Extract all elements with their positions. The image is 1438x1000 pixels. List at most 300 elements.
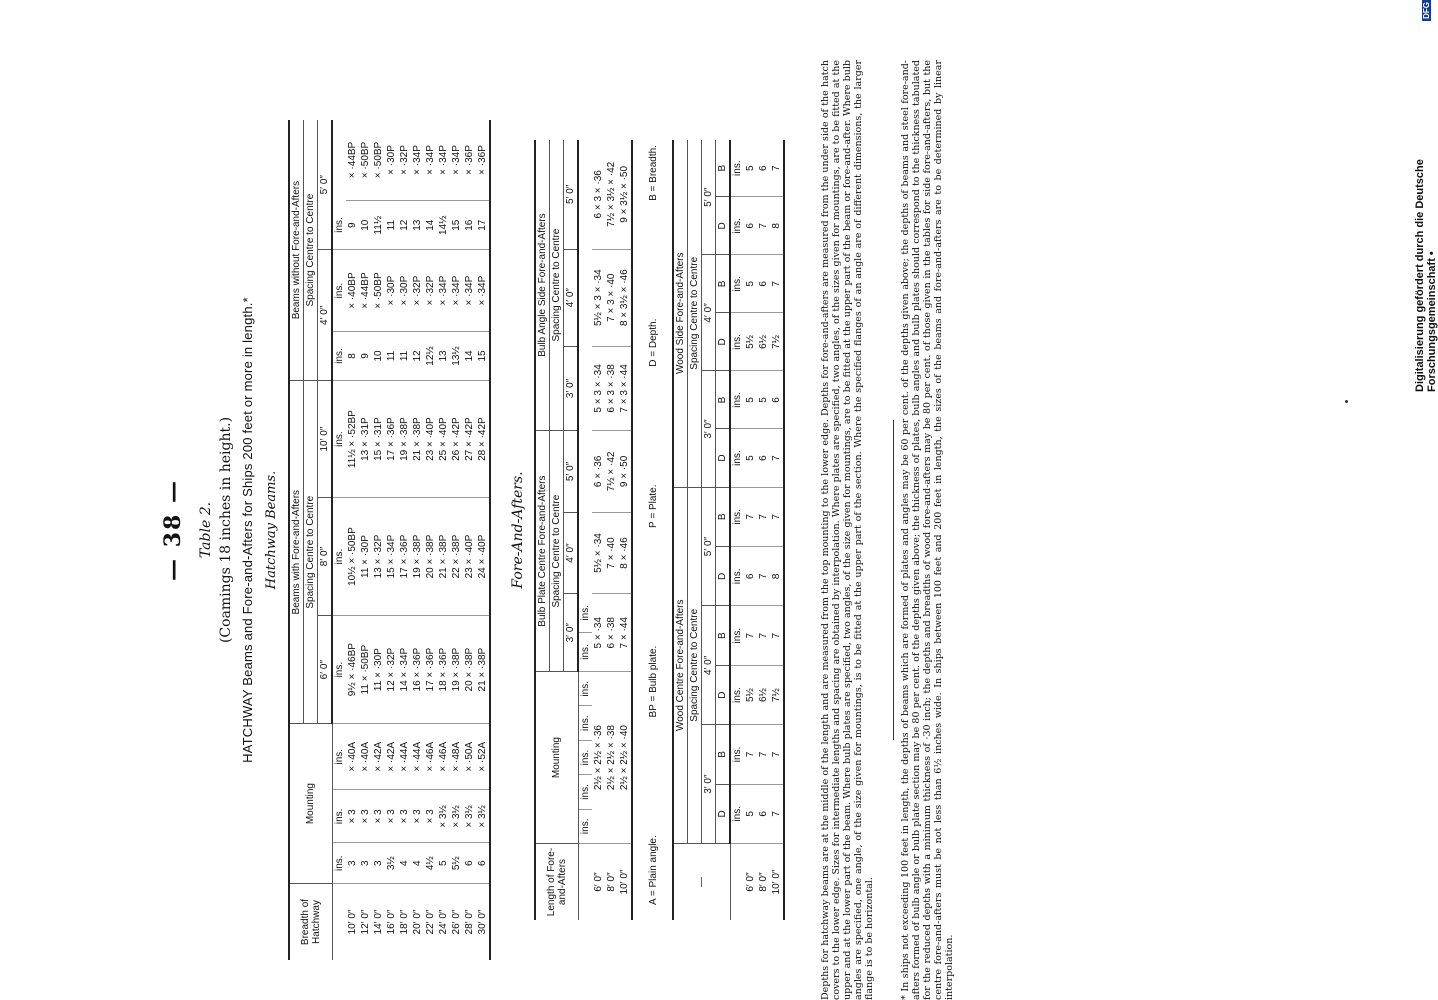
size-cell: 7 bbox=[757, 725, 770, 784]
size-cell: 5 bbox=[744, 429, 757, 487]
spacing-col: 5′ 0″ bbox=[702, 487, 716, 606]
unit-label: ins. bbox=[578, 775, 592, 809]
col-fa-mounting-header: Mounting bbox=[535, 672, 578, 844]
spacing-header-bulb-angle: Spacing Centre to Centre bbox=[550, 140, 564, 431]
size-cell: 6½ bbox=[757, 665, 770, 724]
spacing-col: 5′ 0″ bbox=[564, 431, 579, 513]
hatchway-beams-table bbox=[288, 120, 491, 960]
size-cell: 23 × ·40P bbox=[463, 497, 476, 615]
size-cell: 7 bbox=[744, 487, 757, 547]
unit-label: ins. bbox=[332, 843, 346, 884]
size-cell: × ·36P bbox=[464, 145, 475, 175]
wood-body bbox=[730, 140, 784, 920]
size-cell: 7 bbox=[744, 725, 757, 784]
breadth-col-header: B bbox=[716, 487, 731, 547]
size-cell: 10½ × ·50BP bbox=[346, 497, 359, 615]
size-cell: 17 bbox=[476, 200, 490, 250]
size-cell: 19 × ·38P bbox=[411, 497, 424, 615]
size-cell: 15 × ·34P bbox=[385, 497, 398, 615]
depth-breadth-row bbox=[716, 140, 731, 920]
spacing-col: 4′ 0″ bbox=[702, 606, 716, 725]
unit-label: ins. bbox=[580, 605, 591, 621]
group-bulb-angle-header: Bulb Angle Side Fore-and-Afters bbox=[535, 140, 550, 431]
size-cell: 17 × ·36P bbox=[424, 616, 437, 724]
size-cell: 8 × 3½ × ·46 bbox=[618, 249, 632, 346]
group-bulb-plate-header: Bulb Plate Centre Fore-and-Afters bbox=[535, 431, 550, 672]
side-credit-line bbox=[1414, 0, 1438, 392]
table-row bbox=[744, 140, 757, 920]
unit-label bbox=[332, 884, 346, 961]
size-cell: × ·32P bbox=[399, 145, 410, 175]
hatchway-beams-title: Hatchway Beams. bbox=[264, 470, 279, 590]
size-cell: 21 × ·38P bbox=[411, 381, 424, 498]
size-cell: 7 bbox=[770, 606, 784, 665]
size-cell: 6 bbox=[758, 165, 769, 171]
unit-label: ins. bbox=[730, 371, 744, 429]
unit-label: ins. bbox=[332, 250, 346, 331]
breadth-cell: 16′ 0″ bbox=[385, 884, 398, 961]
size-cell: 26 × ·42P bbox=[450, 381, 463, 498]
unit-label: ins. bbox=[730, 255, 744, 313]
size-cell: × ·44A bbox=[411, 724, 424, 790]
size-cell: 9 bbox=[346, 200, 359, 250]
length-cell: 6′ 0″ bbox=[744, 844, 757, 921]
unit-label: ins. bbox=[332, 790, 346, 843]
page-number: — 38 — bbox=[160, 479, 186, 581]
group-with-fa-header: Beams with Fore-and-Afters bbox=[289, 381, 304, 724]
size-cell: 12 × ·32P bbox=[385, 616, 398, 724]
size-cell: 5 bbox=[437, 843, 450, 884]
size-cell: 8 bbox=[770, 197, 784, 255]
size-cell: 14 bbox=[463, 331, 476, 381]
breadth-cell: 10′ 0″ bbox=[346, 884, 359, 961]
unit-label: ins. bbox=[578, 672, 592, 706]
breadth-col-header: B bbox=[716, 140, 731, 197]
table-row bbox=[757, 140, 770, 920]
spacing-col: 5′ 0″ bbox=[564, 140, 579, 249]
size-cell: × ·40BP bbox=[346, 250, 359, 331]
size-cell: 4 bbox=[398, 843, 411, 884]
unit-label: ins. bbox=[730, 487, 744, 547]
size-cell: 7½ × ·42 bbox=[605, 431, 618, 513]
size-cell: 4½ bbox=[424, 843, 437, 884]
group-without-fa-header: Beams without Fore-and-Afters bbox=[289, 120, 304, 381]
size-cell: 6 bbox=[757, 784, 770, 843]
breadth-cell: 26′ 0″ bbox=[450, 884, 463, 961]
size-cell: 13½ bbox=[450, 331, 463, 381]
size-cell: 16 bbox=[463, 200, 476, 250]
size-cell: 19 × ·38P bbox=[450, 616, 463, 724]
size-cell: 7 bbox=[770, 487, 784, 547]
legend-plain-angle: A = Plain angle. bbox=[648, 835, 659, 905]
size-cell: 6 × 3 × ·38 bbox=[605, 346, 618, 430]
size-cell: 3 bbox=[346, 843, 359, 884]
depth-col-header: D bbox=[716, 313, 731, 371]
size-cell: 12 bbox=[411, 331, 424, 381]
size-cell: 20 × ·38P bbox=[424, 497, 437, 615]
size-cell: 15 bbox=[476, 331, 490, 381]
size-cell: × ·44BP bbox=[359, 250, 372, 331]
table-label: Table 2. bbox=[198, 501, 214, 559]
breadth-cell: 12′ 0″ bbox=[359, 884, 372, 961]
size-cell: 5 bbox=[744, 784, 757, 843]
size-cell: 11½ bbox=[372, 200, 385, 250]
footnote-divider bbox=[893, 420, 894, 740]
table-row bbox=[605, 140, 618, 920]
breadth-cell: 14′ 0″ bbox=[372, 884, 385, 961]
size-cell: 6 bbox=[463, 843, 476, 884]
size-cell: 2½ × 2½ × ·36 bbox=[592, 672, 605, 844]
table-row bbox=[463, 120, 476, 960]
size-cell: 11 × ·50BP bbox=[359, 616, 372, 724]
size-cell: × ·40A bbox=[346, 724, 359, 790]
table-row bbox=[398, 120, 411, 960]
unit-label: ins. bbox=[332, 381, 346, 498]
size-cell: × ·34P bbox=[450, 250, 463, 331]
size-cell: × ·30P bbox=[398, 250, 411, 331]
size-cell: × ·50A bbox=[463, 724, 476, 790]
spacing-header-wood-side: Spacing Centre to Centre bbox=[688, 140, 702, 487]
size-cell: 6 bbox=[757, 255, 770, 313]
unit-label: ins. bbox=[578, 706, 592, 740]
size-cell: 11 × ·30P bbox=[359, 497, 372, 615]
spacing-col: 4′ 0″ bbox=[564, 249, 579, 346]
depth-col-header: D bbox=[716, 429, 731, 487]
spacing-col: 5′ 0″ bbox=[702, 140, 716, 255]
size-cell: 7 bbox=[770, 784, 784, 843]
size-cell: 27 × ·42P bbox=[463, 381, 476, 498]
size-cell: 13 bbox=[437, 331, 450, 381]
table-row bbox=[411, 120, 424, 960]
dfg-logo: DFG bbox=[1421, 2, 1431, 19]
unit-label: ins. bbox=[578, 740, 592, 774]
size-cell: 5½ × 3 × ·34 bbox=[592, 249, 605, 346]
depth-col-header: D bbox=[716, 784, 731, 843]
spacing-header-bulb-plate: Spacing Centre to Centre bbox=[550, 431, 564, 672]
size-cell: 6 bbox=[770, 371, 784, 429]
size-cell: 14 × ·34P bbox=[398, 616, 411, 724]
size-cell: 6 bbox=[476, 843, 490, 884]
size-cell: 9 × ·50 bbox=[618, 431, 632, 513]
table-row bbox=[476, 120, 490, 960]
size-cell: 11 × ·30P bbox=[372, 616, 385, 724]
unit-label: ins. bbox=[732, 160, 743, 176]
size-cell: 28 × ·42P bbox=[476, 381, 490, 498]
breadth-cell: 28′ 0″ bbox=[463, 884, 476, 961]
size-cell: 7 bbox=[771, 165, 782, 171]
size-cell: × 3 bbox=[372, 790, 385, 843]
size-cell: 8 bbox=[346, 331, 359, 381]
unit-label: ins. bbox=[332, 331, 346, 381]
table-row bbox=[618, 140, 632, 920]
size-cell: 2½ × 2½ × ·40 bbox=[618, 672, 632, 844]
fore-and-afters-body bbox=[578, 140, 632, 920]
size-cell: × ·32P bbox=[411, 250, 424, 331]
size-cell: × 3½ bbox=[437, 790, 450, 843]
size-cell: 8 × ·46 bbox=[618, 512, 632, 594]
size-cell: 5 × 3 × ·34 bbox=[592, 346, 605, 430]
col-length-header: Length of Fore-and-Afters bbox=[535, 844, 578, 921]
legend-plate: P = Plate. bbox=[648, 484, 659, 528]
size-cell: 5½ × ·34 bbox=[592, 512, 605, 594]
size-cell: × ·34P bbox=[476, 250, 490, 331]
size-cell: 7 bbox=[770, 725, 784, 784]
size-cell: × ·48A bbox=[450, 724, 463, 790]
units-row bbox=[332, 120, 346, 960]
size-cell: × ·44A bbox=[398, 724, 411, 790]
size-cell: 7 bbox=[770, 255, 784, 313]
spacing-col: 3′ 0″ bbox=[564, 594, 579, 672]
size-cell: 7 × ·44 bbox=[618, 594, 632, 672]
size-cell: 3 bbox=[359, 843, 372, 884]
legend-depth: D = Depth. bbox=[648, 318, 659, 367]
breadth-cell: 22′ 0″ bbox=[424, 884, 437, 961]
size-cell: 7 × ·40 bbox=[605, 512, 618, 594]
size-cell: × ·30P bbox=[386, 145, 397, 175]
spacing-with-col: 10′ 0″ bbox=[318, 381, 333, 498]
size-cell: 5½ bbox=[744, 665, 757, 724]
size-cell: 14 bbox=[424, 200, 437, 250]
size-cell: 22 × ·38P bbox=[450, 497, 463, 615]
depth-col-header: D bbox=[716, 547, 731, 606]
size-cell: 8 bbox=[770, 547, 784, 606]
size-cell: 7½ bbox=[770, 313, 784, 371]
spacing-without-col: 4′ 0″ bbox=[318, 250, 333, 381]
length-cell: 10′ 0″ bbox=[618, 844, 632, 921]
group-wood-centre-header: Wood Centre Fore-and-Afters bbox=[673, 487, 688, 843]
length-cell: 8′ 0″ bbox=[757, 844, 770, 921]
size-cell: 21 × ·38P bbox=[476, 616, 490, 724]
unit-label: ins. bbox=[730, 606, 744, 665]
size-cell: 5 bbox=[744, 255, 757, 313]
unit-label bbox=[578, 844, 592, 921]
size-cell: × ·34P bbox=[451, 145, 462, 175]
size-cell: 25 × ·40P bbox=[437, 381, 450, 498]
size-cell: × ·46A bbox=[424, 724, 437, 790]
size-cell: × ·46A bbox=[437, 724, 450, 790]
spacing-col: 3′ 0″ bbox=[564, 346, 579, 430]
unit-label: ins. bbox=[730, 313, 744, 371]
breadth-cell: 20′ 0″ bbox=[411, 884, 424, 961]
size-cell: 9 × 3½ × ·50 bbox=[619, 165, 630, 223]
spacing-col: 4′ 0″ bbox=[564, 512, 579, 594]
size-cell: × ·34P bbox=[412, 145, 423, 175]
size-cell: × ·34P bbox=[437, 250, 450, 331]
size-cell: 10 bbox=[359, 200, 372, 250]
breadth-col-header: B bbox=[716, 725, 731, 784]
unit-label: ins. bbox=[334, 217, 345, 233]
size-cell: 24 × ·40P bbox=[476, 497, 490, 615]
size-cell: 5 × ·34 bbox=[592, 594, 605, 672]
table-row bbox=[424, 120, 437, 960]
fore-and-afters-title: Fore-And-Afters. bbox=[510, 471, 526, 589]
size-cell: 13 bbox=[411, 200, 424, 250]
size-cell: 16 × ·36P bbox=[411, 616, 424, 724]
size-cell: 19 × ·38P bbox=[398, 381, 411, 498]
size-cell: × 3 bbox=[359, 790, 372, 843]
size-cell: 5 bbox=[745, 165, 756, 171]
size-cell: 6 bbox=[744, 547, 757, 606]
depths-note: Depths for hatchway beams are at the middle of the length and are measured from the top mounting to the lower edge. Depths for fore-and-afters are measured from the under side of the hatch covers to the lower edge. Sizes for intermediate lengths and spacing are obtained by interpolation. Where plates are specified, two angles, of the sizes given for mountings, are to be fitted at the upper and at the lower part of the beam. Where bulb plates are specified, two angles, of the size given for mountings, are to be fitted at the upper part of the beam or fore-and-after. Where bulb angles are specified, one angle, of the size given for mountings, is to be fitted at the upper part of the section. Where the specified flanges of an angle are of different dimensions, the larger flange is to be horizontal. bbox=[820, 60, 875, 1000]
size-cell: 5 bbox=[757, 371, 770, 429]
size-cell: 7 bbox=[770, 429, 784, 487]
fore-and-afters-table bbox=[534, 140, 633, 920]
size-cell: × ·42A bbox=[372, 724, 385, 790]
size-cell: × ·32P bbox=[424, 250, 437, 331]
footnote: * In ships not exceeding 100 feet in length, the depths of beams which are formed of plates and angles may be 60 per cent. of the depths given above; the depths of beams and steel fore-and-afters formed of bulb angle or bulb plate section may be 80 per cent. of the depths given above; the thickness of plates, bulb angles and bulb plates should correspond to the thickness tabulated for the reduced depths with a minimum thickness of ·30 inch; the depths and breadths of wood fore-and-afters may be 80 per cent. of those given in the tables for side fore-and-afters, but the centre fore-and-afters must be not less than 6½ inches wide. In ships between 100 feet and 200 feet in length, the sizes of the beams and fore-and-afters are to be determined by linear interpolation. bbox=[900, 60, 955, 1000]
size-cell: × 3½ bbox=[463, 790, 476, 843]
hatchway-beams-body bbox=[332, 120, 490, 960]
size-cell: × ·34P bbox=[463, 250, 476, 331]
table-row bbox=[770, 140, 784, 920]
size-cell: 7 bbox=[757, 547, 770, 606]
size-cell: 7 bbox=[744, 606, 757, 665]
size-cell: 11½ × ·52BP bbox=[346, 381, 359, 498]
wood-fore-and-afters-table bbox=[672, 140, 785, 920]
size-cell: 7½ bbox=[770, 665, 784, 724]
size-cell: 4 bbox=[411, 843, 424, 884]
digitization-credit: Digitalisierung gefördert durch die Deutsche Forschungsgemeinschaft • bbox=[1414, 159, 1438, 392]
size-cell: × 3 bbox=[398, 790, 411, 843]
table-row bbox=[437, 120, 450, 960]
size-cell: 13 × ·31P bbox=[359, 381, 372, 498]
size-cell: 12 bbox=[398, 200, 411, 250]
depth-col-header: D bbox=[716, 197, 731, 255]
spacing-header-wood-centre: Spacing Centre to Centre bbox=[688, 487, 702, 843]
spacing-with-col: 6′ 0″ bbox=[318, 616, 333, 724]
table-row bbox=[592, 140, 605, 920]
size-cell: × ·34P bbox=[438, 145, 449, 175]
table-row bbox=[372, 120, 385, 960]
unit-label: ins. bbox=[730, 725, 744, 784]
size-cell: 3½ bbox=[385, 843, 398, 884]
size-cell: 11 bbox=[385, 331, 398, 381]
length-cell: 6′ 0″ bbox=[592, 844, 605, 921]
size-cell: 13 × ·32P bbox=[372, 497, 385, 615]
breadth-cell: 24′ 0″ bbox=[437, 884, 450, 961]
col-breadth-header: Breadth of Hatchway bbox=[289, 884, 332, 961]
size-cell: 6 × 3 × ·36 bbox=[593, 170, 604, 219]
breadth-col-header: B bbox=[716, 255, 731, 313]
size-cell: 7 bbox=[757, 197, 770, 255]
size-cell: 3 bbox=[372, 843, 385, 884]
size-cell: × ·40A bbox=[359, 724, 372, 790]
size-cell: 11 bbox=[398, 331, 411, 381]
size-cell: × 3½ bbox=[450, 790, 463, 843]
size-cell: × 3 bbox=[346, 790, 359, 843]
table-main-title: HATCHWAY Beams and Fore-and-Afters for Ships 200 feet or more in length.* bbox=[240, 297, 255, 763]
size-cell: 5½ bbox=[744, 313, 757, 371]
size-cell: × ·44BP bbox=[347, 141, 358, 179]
size-cell: 20 × ·38P bbox=[463, 616, 476, 724]
size-cell: 10 bbox=[372, 331, 385, 381]
table-row bbox=[346, 120, 359, 960]
legend-breadth: B = Breadth. bbox=[648, 145, 659, 201]
size-cell: 6 × ·36 bbox=[592, 431, 605, 513]
size-cell: 9 bbox=[359, 331, 372, 381]
size-cell: 7 bbox=[757, 487, 770, 547]
unit-label: ins. bbox=[730, 429, 744, 487]
unit-label: ins. bbox=[332, 616, 346, 724]
breadth-cell: 18′ 0″ bbox=[398, 884, 411, 961]
size-cell: 5 bbox=[744, 371, 757, 429]
size-cell: × ·52A bbox=[476, 724, 490, 790]
size-cell: 7 bbox=[757, 606, 770, 665]
size-cell: 17 × ·36P bbox=[398, 497, 411, 615]
table-row bbox=[359, 120, 372, 960]
breadth-col-header: B bbox=[716, 606, 731, 665]
unit-label: ins. bbox=[730, 665, 744, 724]
length-cell: 8′ 0″ bbox=[605, 844, 618, 921]
size-cell: 5½ bbox=[450, 843, 463, 884]
unit-label: ins. bbox=[730, 784, 744, 843]
spacing-col: 4′ 0″ bbox=[702, 255, 716, 371]
size-cell: 17 × ·36P bbox=[385, 381, 398, 498]
wood-dash-header: — bbox=[673, 844, 730, 921]
unit-label: ins. bbox=[332, 497, 346, 615]
size-cell: × ·30P bbox=[385, 250, 398, 331]
size-cell: 6 bbox=[744, 197, 757, 255]
size-cell: 6 bbox=[757, 429, 770, 487]
size-cell: 21 × ·38P bbox=[437, 497, 450, 615]
size-cell: × 3 bbox=[411, 790, 424, 843]
size-cell: 9½ × ·46BP bbox=[346, 616, 359, 724]
size-cell: × ·42A bbox=[385, 724, 398, 790]
size-cell: 7½ × 3½ × ·42 bbox=[606, 161, 617, 227]
spacing-header-with: Spacing Centre to Centre bbox=[304, 381, 318, 724]
size-cell: × ·50BP bbox=[360, 141, 371, 179]
table-subtitle: (Coamings 18 inches in height.) bbox=[218, 416, 234, 644]
scan-speck bbox=[1345, 400, 1348, 403]
unit-label bbox=[730, 844, 744, 921]
size-cell: 12½ bbox=[424, 331, 437, 381]
size-cell: 6 × ·38 bbox=[605, 594, 618, 672]
unit-label: ins. bbox=[730, 547, 744, 606]
size-cell: × ·50BP bbox=[373, 141, 384, 179]
size-cell: × 3 bbox=[424, 790, 437, 843]
size-cell: 15 bbox=[450, 200, 463, 250]
size-cell: × ·34P bbox=[425, 145, 436, 175]
size-cell: × ·36P bbox=[477, 145, 488, 175]
size-cell: 7 × 3 × ·44 bbox=[618, 346, 632, 430]
units-row bbox=[730, 140, 744, 920]
breadth-col-header: B bbox=[716, 371, 731, 429]
length-cell: 10′ 0″ bbox=[770, 844, 784, 921]
size-cell: × 3½ bbox=[476, 790, 490, 843]
unit-label: ins. bbox=[332, 724, 346, 790]
table-row bbox=[385, 120, 398, 960]
spacing-col: 3′ 0″ bbox=[702, 725, 716, 844]
unit-label: ins. bbox=[578, 809, 592, 843]
size-cell: 7 × 3 × ·40 bbox=[605, 249, 618, 346]
col-mounting-header: Mounting bbox=[289, 724, 332, 884]
table-row bbox=[450, 120, 463, 960]
unit-label: ins. bbox=[578, 632, 592, 671]
size-cell: × 3 bbox=[385, 790, 398, 843]
units-row bbox=[578, 140, 592, 920]
spacing-header-without: Spacing Centre to Centre bbox=[304, 120, 318, 381]
size-cell: 6½ bbox=[757, 313, 770, 371]
size-cell: 14½ bbox=[437, 200, 450, 250]
size-cell: 11 bbox=[385, 200, 398, 250]
size-cell: 2½ × 2½ × ·38 bbox=[605, 672, 618, 844]
depth-col-header: D bbox=[716, 665, 731, 724]
size-cell: 18 × ·36P bbox=[437, 616, 450, 724]
unit-label: ins. bbox=[730, 197, 744, 255]
size-cell: 23 × ·40P bbox=[424, 381, 437, 498]
spacing-with-col: 8′ 0″ bbox=[318, 497, 333, 615]
legend-row bbox=[648, 145, 659, 905]
